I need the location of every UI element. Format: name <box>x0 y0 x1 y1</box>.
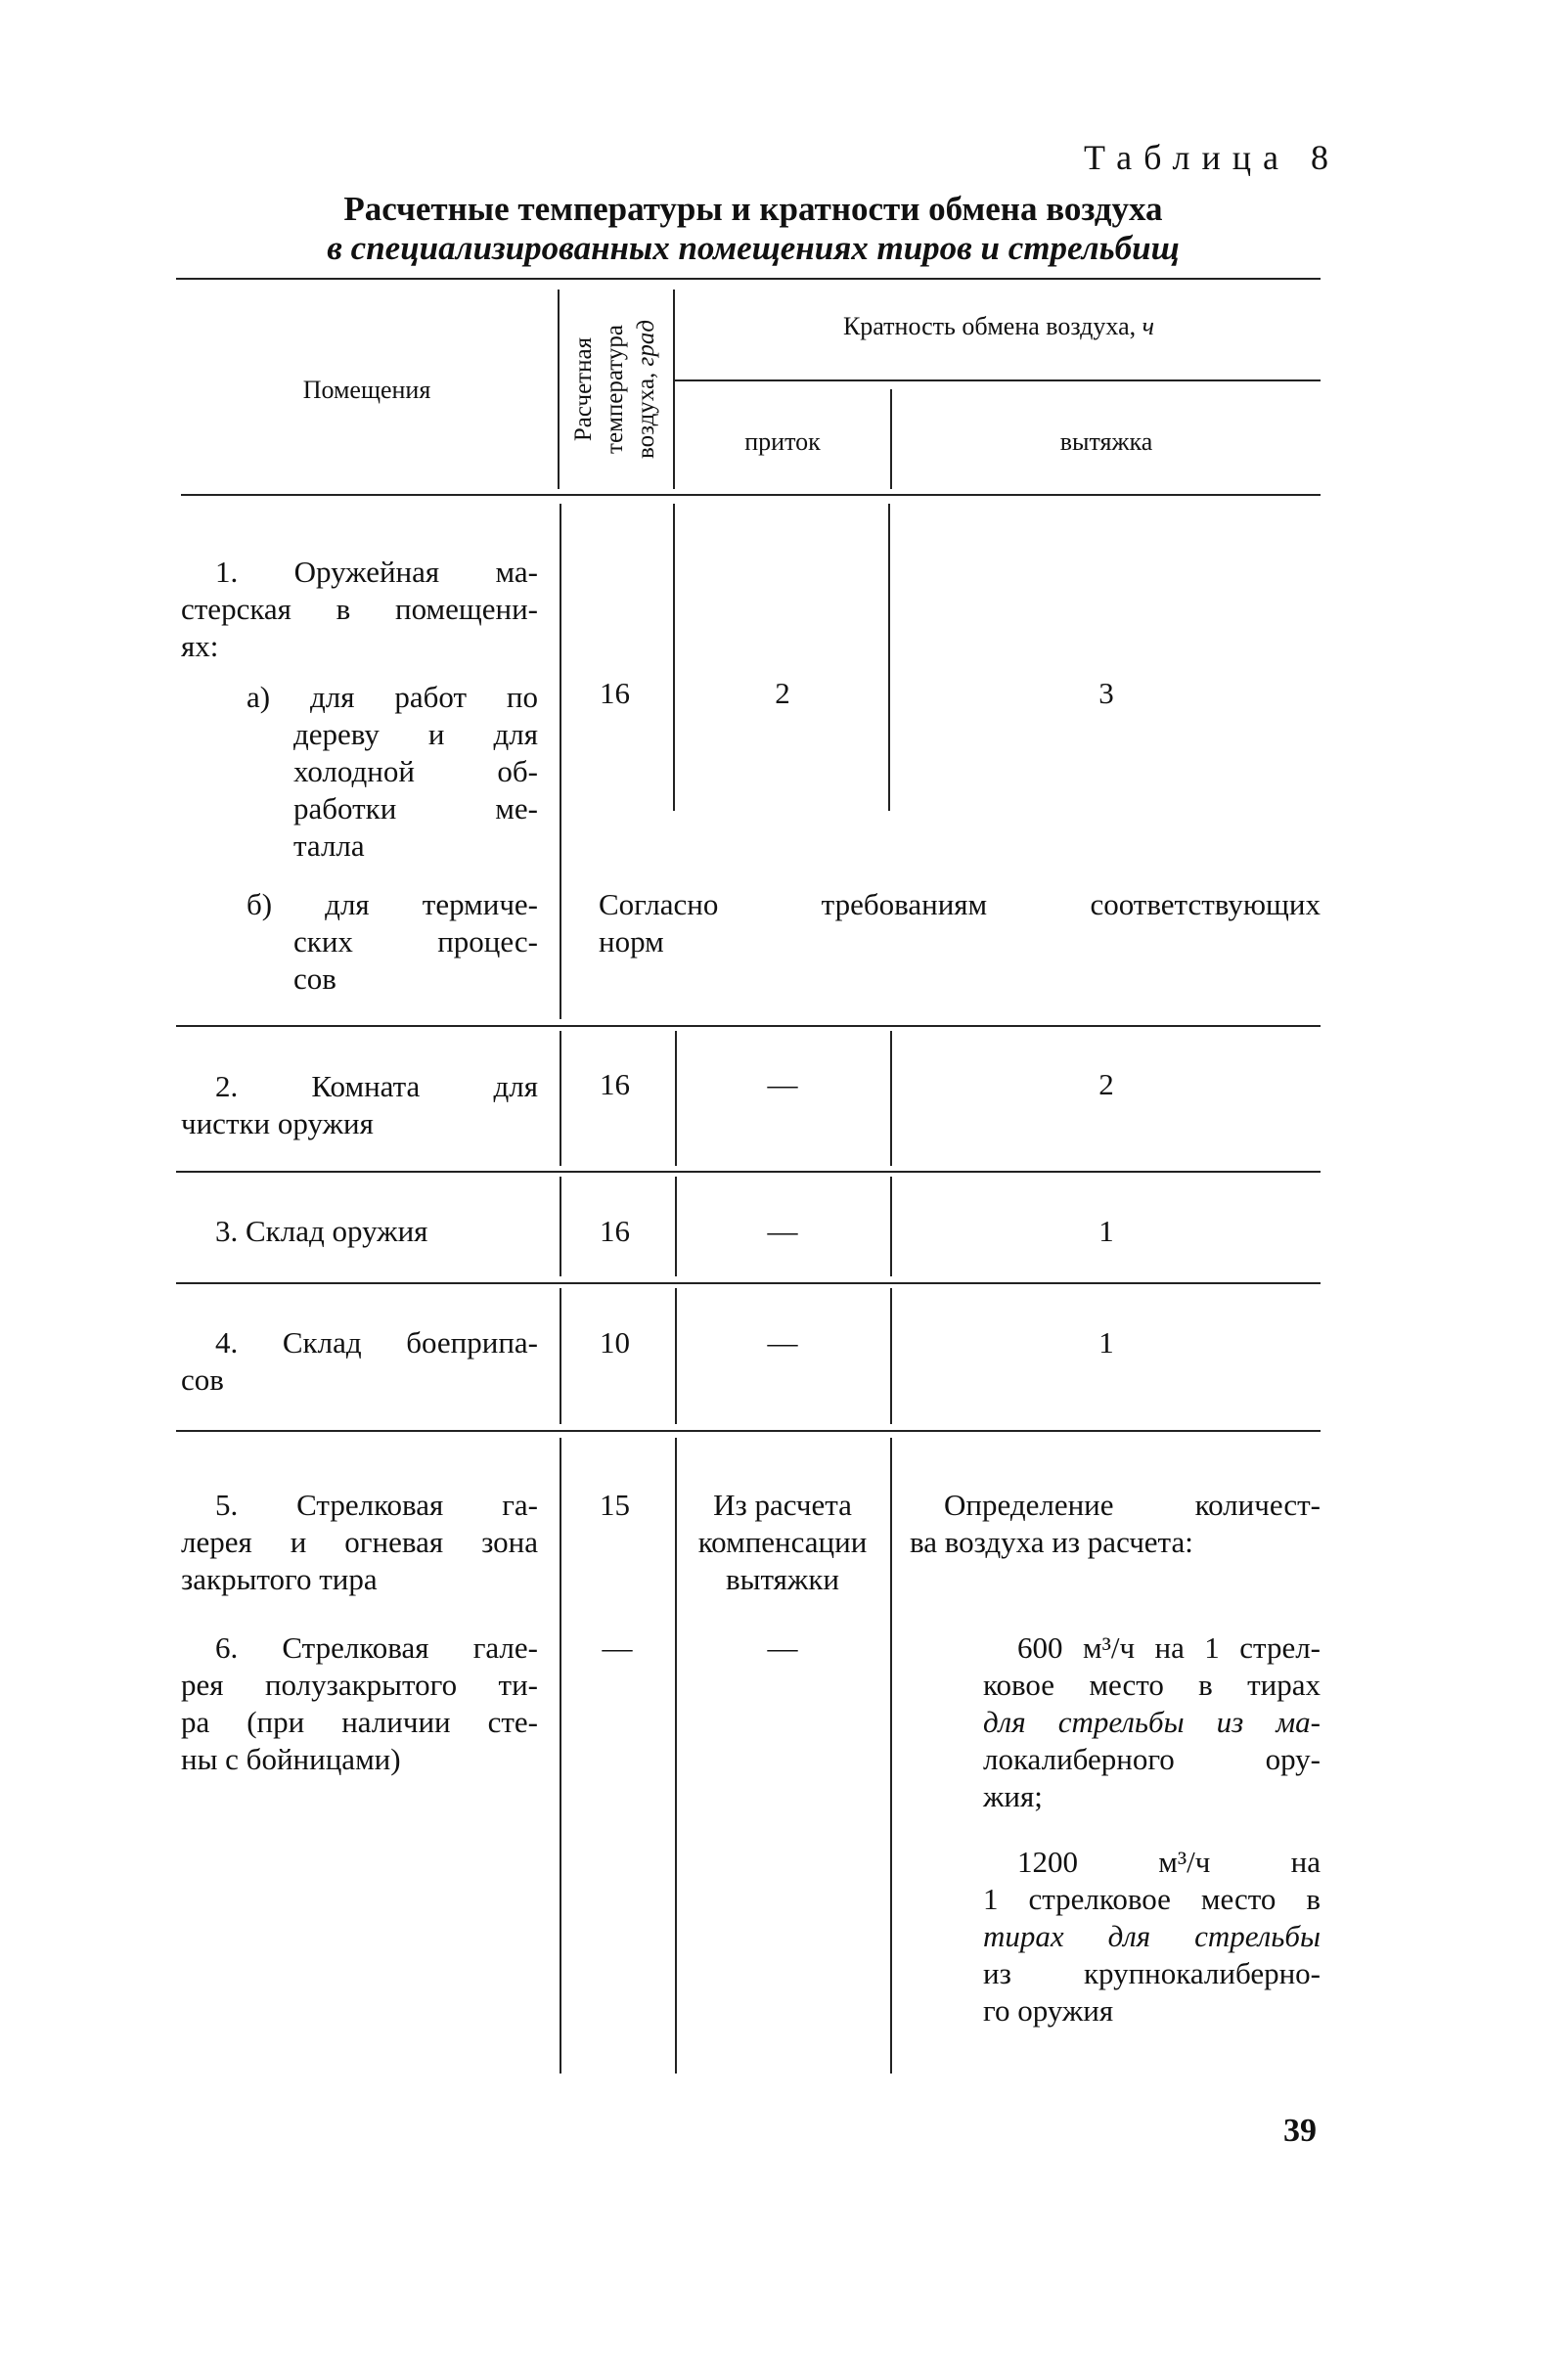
row4-supply: — <box>767 1325 798 1360</box>
temp-header-line2: температура <box>602 325 628 454</box>
row1-title: 1. Оружейная ма- <box>215 555 538 589</box>
rate-header-unit: ч <box>1142 312 1155 340</box>
column-header-exchange-rate: Кратность обмена воздуха, ч <box>842 312 1155 340</box>
rule-sub-header <box>675 379 1321 381</box>
row2-label-line2: чистки оружия <box>181 1106 374 1140</box>
row1b-label-line2: ских процес- <box>293 924 538 959</box>
row1a-label-line5: талла <box>293 828 365 863</box>
row1a-temperature: 16 <box>600 676 630 710</box>
vrule-row4-1 <box>560 1288 561 1424</box>
rule-row4-bottom <box>176 1430 1321 1432</box>
row6-rate-small-calibre-line3: для стрельбы из ма- <box>983 1705 1321 1739</box>
row1a-label-line3: холодной об- <box>293 754 538 788</box>
vrule-header-1 <box>558 290 560 489</box>
row3-exhaust: 1 <box>1098 1214 1114 1248</box>
row5-label-line3: закрытого тира <box>181 1562 378 1596</box>
row1-title-line2: стерская в помещени- <box>181 592 538 626</box>
row6-rate-small-calibre-line4: локалиберного ору- <box>983 1742 1321 1776</box>
vrule-row1-3 <box>888 504 890 811</box>
temp-header-unit: град <box>633 320 659 367</box>
row5-supply-line3: вытяжки <box>726 1562 839 1596</box>
row1b-note: Согласно требованиям соответствующих <box>599 887 1321 921</box>
rule-row3-bottom <box>176 1282 1321 1284</box>
row5-label-line2: лерея и огневая зона <box>181 1525 538 1559</box>
row1b-note-line2: норм <box>599 924 664 959</box>
vrule-header-2 <box>673 290 675 489</box>
column-header-supply: приток <box>744 427 821 456</box>
row1b-label: б) для термиче- <box>246 887 538 921</box>
rule-header-bottom <box>181 494 1321 496</box>
page-number: 39 <box>1283 2113 1317 2149</box>
row5-exhaust-line2: ва воздуха из расчета: <box>910 1525 1193 1559</box>
row6-rate-large-calibre-line4: из крупнокалиберно- <box>983 1956 1321 1990</box>
row2-supply: — <box>767 1067 798 1101</box>
row6-rate-small-calibre: 600 м³/ч на 1 стрел- <box>1017 1630 1321 1665</box>
rule-row1-bottom <box>176 1025 1321 1027</box>
row1-title-line3: ях: <box>181 629 219 663</box>
row6-rate-large-calibre: 1200 м³/ч на <box>1017 1845 1321 1879</box>
row5-supply: Из расчета <box>713 1488 852 1522</box>
row3-temperature: 16 <box>600 1214 630 1248</box>
vrule-row5-1 <box>560 1438 561 2074</box>
rule-top <box>176 278 1321 280</box>
row1a-label-line4: работки ме- <box>293 791 538 825</box>
row6-label-line3: ра (при наличии сте- <box>181 1705 538 1739</box>
row1a-exhaust: 3 <box>1098 676 1114 710</box>
row2-temperature: 16 <box>600 1067 630 1101</box>
row6-label: 6. Стрелковая гале- <box>215 1630 538 1665</box>
row6-supply: — <box>767 1630 798 1665</box>
table-title-line1: Расчетные температуры и кратности обмена воздуха <box>343 190 1163 228</box>
row3-label: 3. Склад оружия <box>215 1214 428 1248</box>
rule-row2-bottom <box>176 1171 1321 1173</box>
column-header-rooms: Помещения <box>302 376 431 404</box>
row5-exhaust: Определение количест- <box>944 1488 1321 1522</box>
row4-temperature: 10 <box>600 1325 630 1360</box>
row6-rate-large-calibre-line3: тирах для стрельбы <box>983 1919 1321 1953</box>
vrule-row1-2 <box>673 504 675 811</box>
row6-rate-small-calibre-line5: жия; <box>983 1779 1043 1813</box>
table-label: Таблица 8 <box>1084 138 1340 177</box>
row6-rate-large-calibre-line2: 1 стрелковое место в <box>983 1882 1321 1916</box>
row1a-label-line2: дереву и для <box>293 717 538 751</box>
temp-header-line3: воздуха, град <box>633 320 659 459</box>
row1b-label-line3: сов <box>293 961 336 996</box>
table-title-line2: в специализированных помещениях тиров и стрельбищ <box>327 229 1180 267</box>
vrule-row2-1 <box>560 1031 561 1166</box>
row4-label-line2: сов <box>181 1362 224 1397</box>
row5-supply-line2: компенсации <box>697 1525 868 1559</box>
row4-label: 4. Склад боеприпа- <box>215 1325 538 1360</box>
temp-header-line1: Расчетная <box>570 336 597 442</box>
row6-label-line2: рея полузакрытого ти- <box>181 1668 538 1702</box>
column-header-exhaust: вытяжка <box>1059 427 1153 456</box>
vrule-row5-3 <box>890 1438 892 2074</box>
row6-rate-large-calibre-line5: го оружия <box>983 1993 1114 2028</box>
row6-temperature: — <box>602 1630 633 1665</box>
row6-label-line4: ны с бойницами) <box>181 1742 401 1776</box>
row5-temperature: 15 <box>600 1488 630 1522</box>
row2-exhaust: 2 <box>1098 1067 1114 1101</box>
vrule-row3-1 <box>560 1177 561 1276</box>
row4-exhaust: 1 <box>1098 1325 1114 1360</box>
vrule-row1-1 <box>560 504 561 1019</box>
row6-rate-small-calibre-line2: ковое место в тирах <box>983 1668 1321 1702</box>
row1a-label: а) для работ по <box>246 680 538 714</box>
row5-label: 5. Стрелковая га- <box>215 1488 538 1522</box>
row3-supply: — <box>767 1214 798 1248</box>
row1a-supply: 2 <box>775 676 790 710</box>
row2-label: 2. Комната для <box>215 1069 538 1103</box>
